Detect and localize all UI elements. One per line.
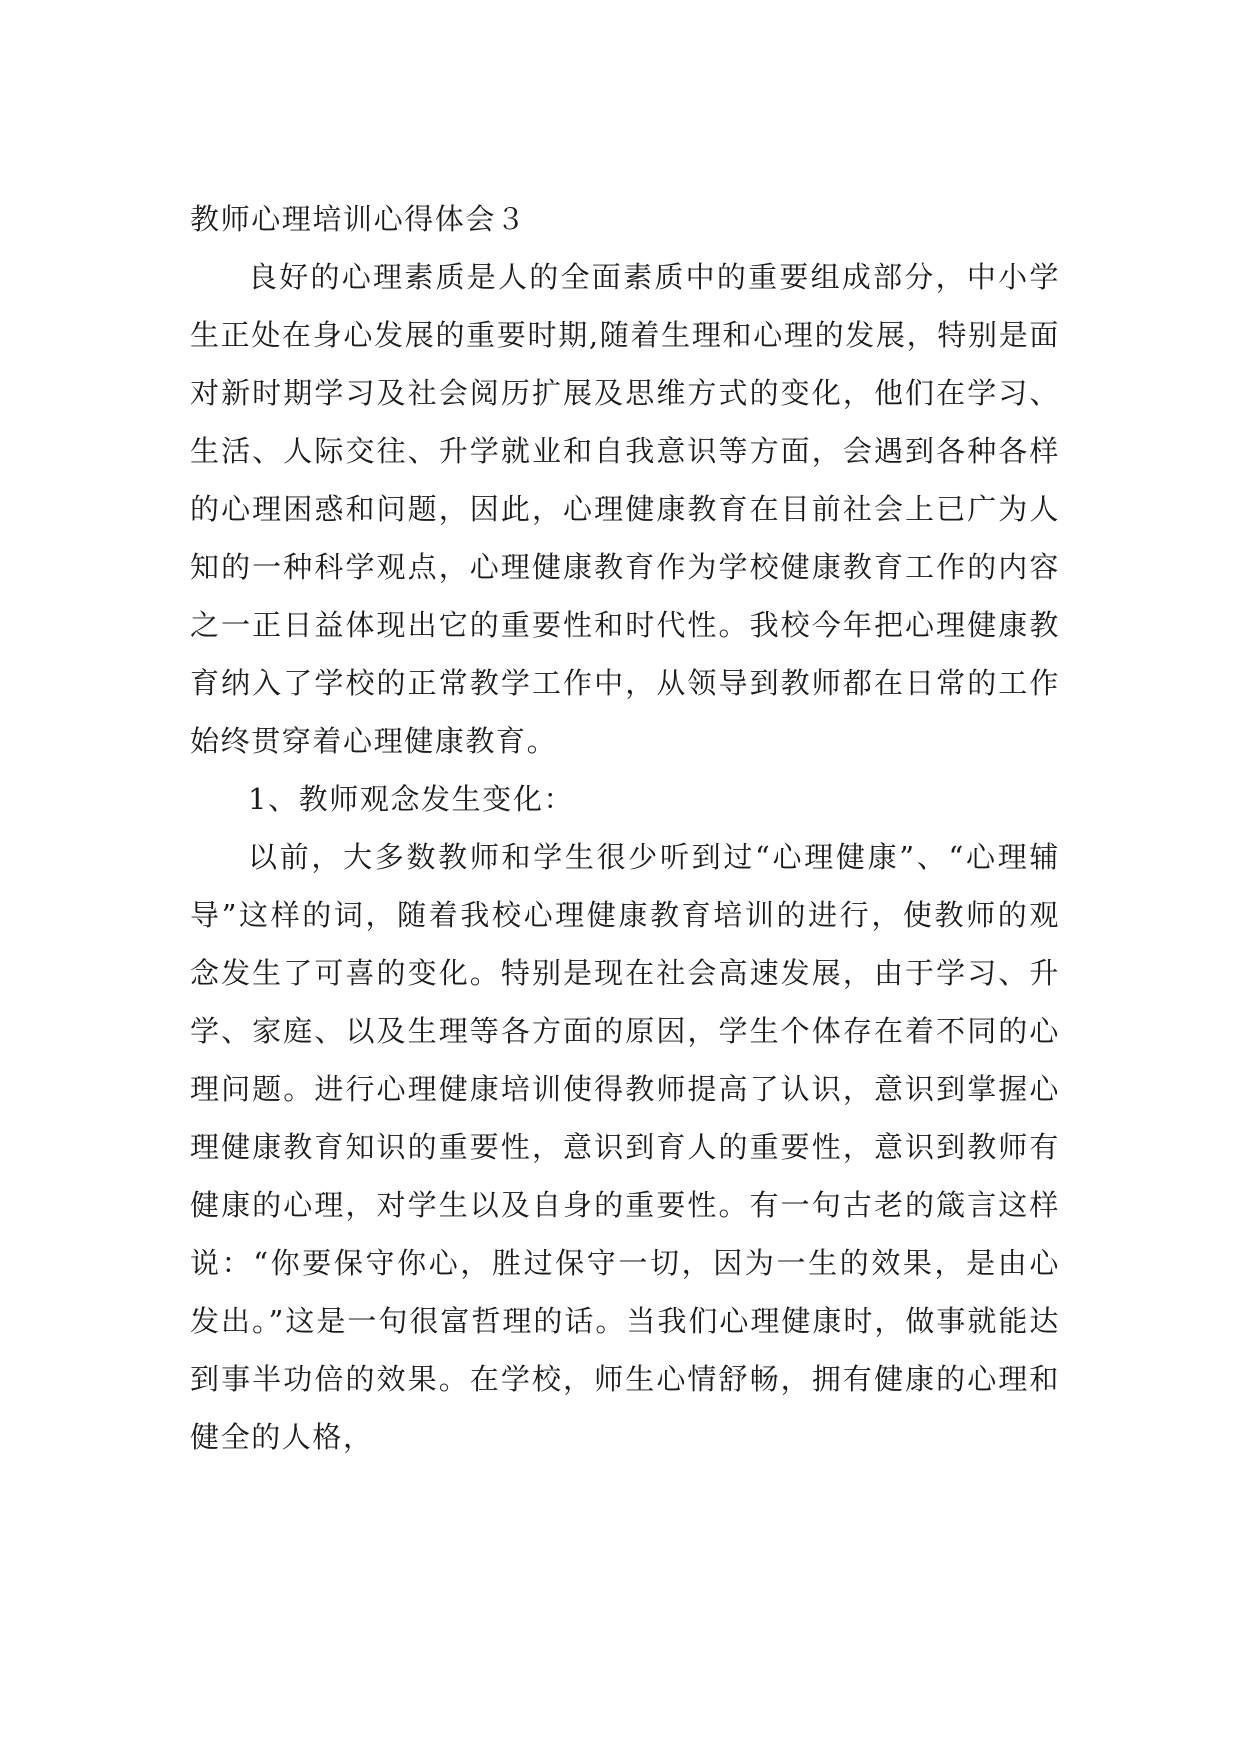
document-title: 教师心理培训心得体会３	[190, 202, 527, 236]
paragraph-intro: 良好的心理素质是人的全面素质中的重要组成部分，中小学生正处在身心发展的重要时期,随着生理和心理的发展，特别是面对新时期学习及社会阅历扩展及思维方式的变化，他们在学习、生活、人际交往、升学就业和自我意识等方面，会遇到各种各样的心理困惑和问题，因此，心理健康教育在目前社会上已广为人知的一种科学观点，心理健康教育作为学校健康教育工作的内容之一正日益体现出它的重要性和时代性。我校今年把心理健康教育纳入了学校的正常教学工作中，从领导到教师都在日常的工作始终贯穿着心理健康教育。	[190, 260, 1060, 758]
section-heading-1: 1、教师观念发生变化：	[248, 782, 575, 816]
document-body	[190, 190, 1060, 1466]
paragraph-section-1: 以前，大多数教师和学生很少听到过“心理健康”、“心理辅导”这样的词，随着我校心理健康教育培训的进行，使教师的观念发生了可喜的变化。特别是现在社会高速发展，由于学习、升学、家庭、以及生理等各方面的原因，学生个体存在着不同的心理问题。进行心理健康培训使得教师提高了认识，意识到掌握心理健康教育知识的重要性，意识到育人的重要性，意识到教师有健康的心理，对学生以及自身的重要性。有一句古老的箴言这样说：“你要保守你心，胜过保守一切，因为一生的效果，是由心发出。”这是一句很富哲理的话。当我们心理健康时，做事就能达到事半功倍的效果。在学校，师生心情舒畅，拥有健康的心理和健全的人格，	[190, 840, 1060, 1454]
